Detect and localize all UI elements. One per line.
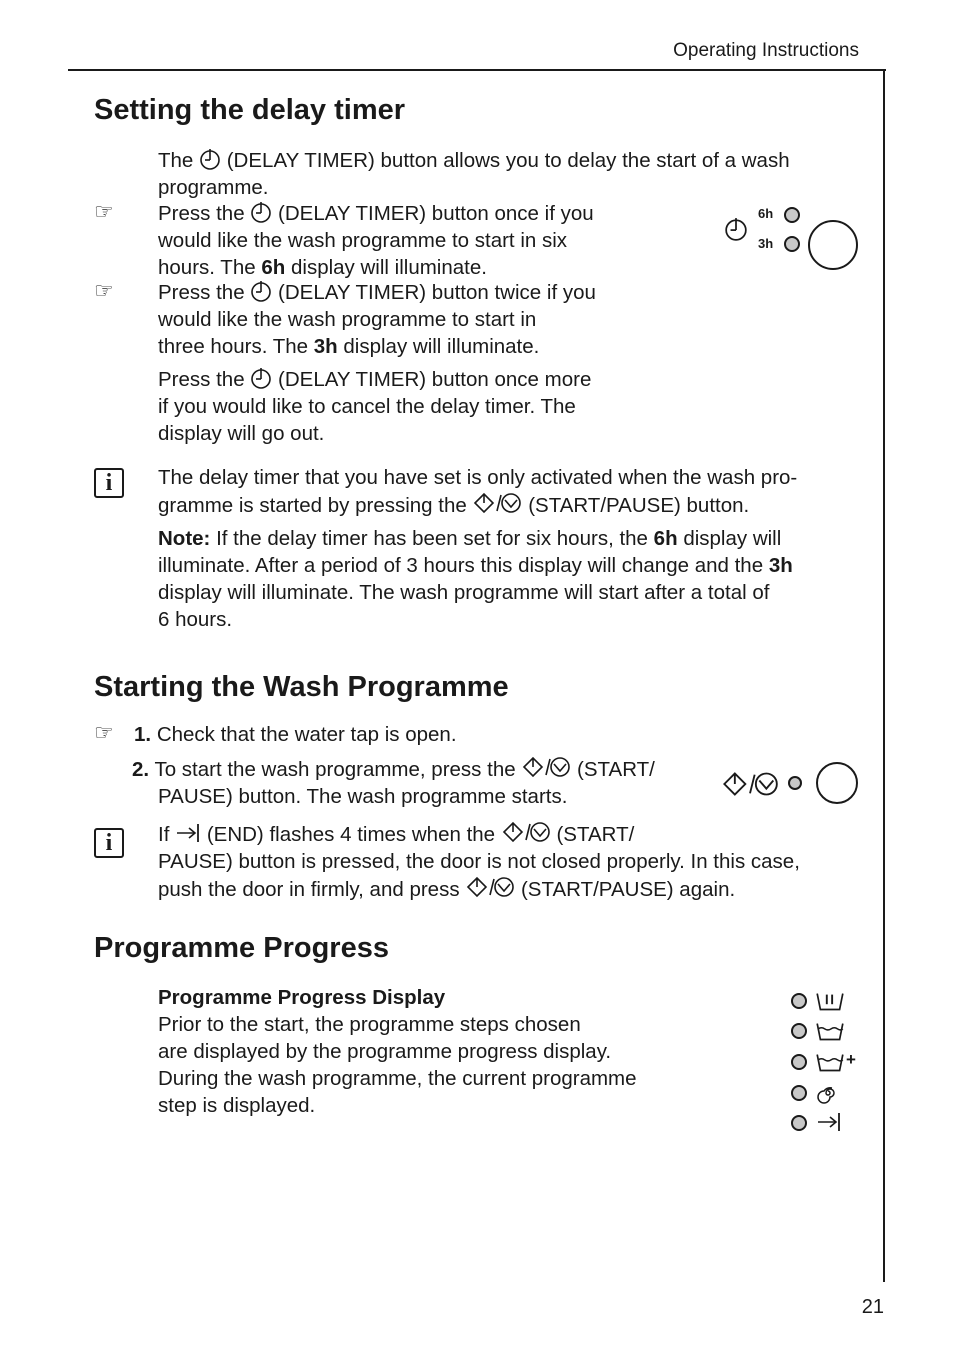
info-icon: i: [94, 468, 124, 498]
pointing-hand-icon: ☞: [94, 720, 114, 745]
start-pause-lamp: [788, 776, 802, 790]
start-step-2: 2. To start the wash programme, press the (START/ PAUSE) button. The wash programme starts.: [132, 755, 655, 810]
delay-timer-icon: [250, 280, 272, 302]
end-lamp: [791, 1115, 807, 1131]
spin-icon: [816, 1081, 840, 1105]
spin-lamp: [791, 1085, 807, 1101]
start-pause-icon: [472, 491, 522, 515]
rinse-plus-lamp: [791, 1054, 807, 1070]
start-pause-icon: [521, 755, 571, 779]
delay-timer-panel: [722, 205, 862, 275]
delay-timer-icon: [724, 217, 748, 241]
delay-info: The delay timer that you have set is only activated when the wash pro- gramme is started by pressing the (START/PAUSE) button.: [158, 466, 798, 517]
end-icon: [816, 1111, 842, 1133]
start-pause-icon: [722, 770, 778, 798]
delay-cancel-text: Press the (DELAY TIMER) button once more if you would like to cancel the delay timer. The display will go out.: [158, 368, 592, 445]
prewash-icon: [814, 989, 846, 1013]
section-title-delay-timer: Setting the delay timer: [94, 94, 406, 126]
delay-note: Note: If the delay timer has been set for six hours, the 6h display will illuminate. After a period of 3 hours this display will change and the 3h display will illuminate. The wash programme will start after a total of 6 hours.: [158, 527, 793, 631]
delay-timer-icon: [199, 148, 221, 170]
main-wash-lamp: [791, 1023, 807, 1039]
delay-timer-icon: [250, 367, 272, 389]
plus-icon: +: [846, 1050, 856, 1069]
delay-step-three-hours: Press the (DELAY TIMER) button twice if you would like the wash programme to start in three hours. The 3h display will illuminate.: [158, 281, 596, 358]
start-pause-panel: [722, 760, 862, 806]
start-pause-icon: [501, 820, 551, 844]
end-icon: [175, 822, 201, 844]
header-rule: [68, 69, 886, 71]
start-pause-button[interactable]: [816, 762, 858, 804]
delay-intro: The (DELAY TIMER) button allows you to delay the start of a wash programme.: [158, 149, 790, 199]
lamp-label-3h: 3h: [758, 236, 774, 251]
rinse-plus-icon: [814, 1050, 846, 1074]
start-pause-icon: [465, 875, 515, 899]
lamp-label-6h: 6h: [758, 206, 774, 221]
main-wash-icon: [814, 1019, 846, 1043]
pointing-hand-icon: ☞: [94, 199, 114, 224]
section-title-programme-progress: Programme Progress: [94, 932, 389, 964]
delay-timer-icon: [250, 201, 272, 223]
section-title-starting-wash: Starting the Wash Programme: [94, 671, 509, 703]
start-step-1: 1. Check that the water tap is open.: [134, 723, 457, 746]
lamp-3h: [784, 236, 800, 252]
lamp-6h: [784, 207, 800, 223]
info-icon: i: [94, 828, 124, 858]
running-header: Operating Instructions: [673, 40, 859, 61]
page-number: 21: [861, 1296, 884, 1318]
programme-progress-display: [788, 988, 868, 1138]
delay-timer-button[interactable]: [808, 220, 858, 270]
pointing-hand-icon: ☞: [94, 278, 114, 303]
progress-text: Programme Progress Display Prior to the start, the programme steps chosen are displayed by the programme progress display. During the wash programme, the current programme step is displayed.: [158, 986, 637, 1117]
margin-rule: [883, 69, 885, 1282]
start-info: If (END) flashes 4 times when the (START/ PAUSE) button is pressed, the door is not closed properly. In this case, push the door in firmly, and press (START/PAUSE) again.: [158, 820, 800, 903]
prewash-lamp: [791, 993, 807, 1009]
delay-step-six-hours: Press the (DELAY TIMER) button once if you would like the wash programme to start in six hours. The 6h display will illuminate.: [158, 202, 594, 279]
